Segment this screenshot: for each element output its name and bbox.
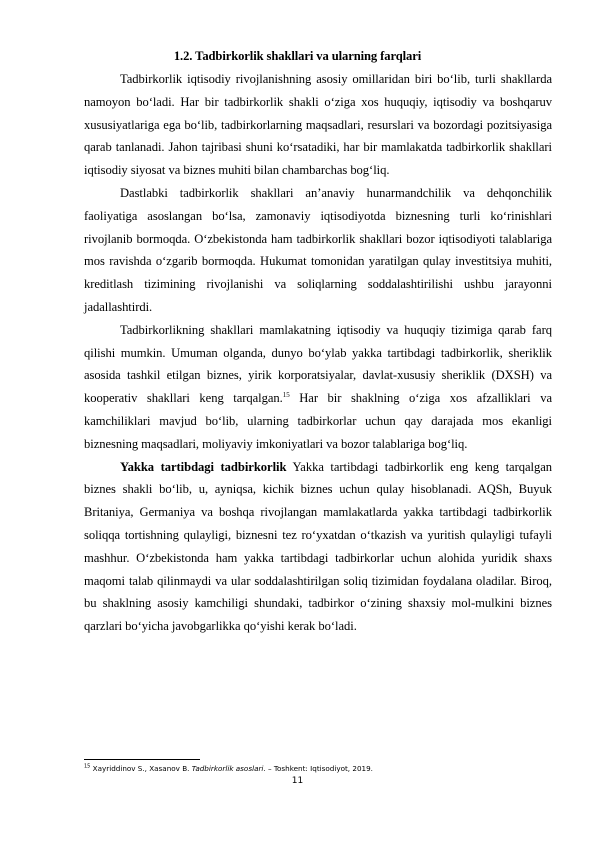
paragraph-intro: Tadbirkorlik iqtisodiy rivojlanishning asosiy omillaridan biri bo‘lib, turli shakllarda namoyon bo‘ladi. Har bir tadbirkorlik shakli o‘ziga xos huquqiy, iqtisodiy va boshqaruv xususiyatlariga ega bo‘lib, tadbirkorlarning maqsadlari, resurslari va bozordagi pozitsiyasiga qarab tanlanadi. Jahon tajribasi shuni ko‘rsatadiki, har bir mamlakatda tadbirkorlik shakllari iqtisodiy siyosat va biznes muhiti bilan chambarchas bog‘liq. <box>84 72 552 178</box>
paragraph-history: Dastlabki tadbirkorlik shakllari an’anaviy hunarmandchilik va dehqonchilik faoliyatiga asoslangan bo‘lsa, zamonaviy iqtisodiyotda biznesning turli ko‘rinishlari rivojlanib bormoqda. O‘zbekistonda ham tadbirkorlik shakllari bozor iqtisodiyoti talablariga mos ravishda o‘zgarib bormoqda. Hukumat tomonidan yaratilgan qulay investitsiya muhiti, kreditlash tizimining rivojlanishi va soliqlarning soddalashtirilishi ushbu jarayonni jadallashtirdi. <box>84 185 552 314</box>
paragraph-term-bold: Yakka tartibdagi tadbirkorlik <box>120 459 287 474</box>
footnote-reference[interactable]: 15 <box>282 390 290 399</box>
footnote-separator <box>84 759 200 760</box>
paragraph-sole-proprietorship-text: Yakka tartibdagi tadbirkorlik eng keng tarqalgan biznes shakli bo‘lib, u, ayniqsa, kichik biznes uchun qulay hisoblanadi. AQSh, Buyuk Britaniya, Germaniya va boshqa rivojlangan mamlakatlarda yakka tartibdagi tadbirkorlik soliqqa tortishning qulayligi, biznesni tez ro‘yxatdan o‘tkazish va yuritish qulayligi tufayli mashhur. O‘zbekistonda ham yakka tartibdagi tadbirkorlar uchun alohida yuridik shaxs maqomi talab qilinmaydi va ular soddalashtirilgan soliq tizimidan foydalana oladilar. Biroq, bu shaklning asosiy kamchiligi shundaki, tadbirkor o‘zining shaxsiy mol-mulkini biznes qarzlari bo‘yicha javobgarlikka qo‘yishi kerak bo‘ladi. <box>84 459 552 634</box>
footnote-number: 15 <box>84 763 91 770</box>
footnote-title: Tadbirkorlik asoslari <box>191 764 264 773</box>
body-text <box>84 68 552 638</box>
page-number: 11 <box>291 776 304 786</box>
footnote <box>84 764 554 774</box>
footnote-publication: . – Toshkent: Iqtisodiyot, 2019. <box>263 764 373 773</box>
paragraph-sole-proprietorship <box>84 456 552 638</box>
paragraph-forms-text-b: Har bir shaklning o‘ziga xos afzalliklari va kamchiliklari mavjud bo‘lib, ularning tadbirkorlar uchun qay darajada mos ekanligi biznesning maqsadlari, moliyaviy imkoniyatlari va bozor talablariga bog‘liq. <box>84 391 552 451</box>
paragraph-forms-text-a: Tadbirkorlikning shakllari mamlakatning iqtisodiy va huquqiy tizimiga qarab farq qilishi mumkin. Umuman olganda, dunyo bo‘ylab yakka tartibdagi tadbirkorlik, sheriklik asosida tashkil etilgan biznes, yirik korporatsiyalar, davlat-xususiy sheriklik (DXSH) va kooperativ shakllari keng tarqalgan. <box>84 322 552 406</box>
paragraph-forms <box>84 319 552 456</box>
section-heading: 1.2. Tadbirkorlik shakllari va ularning farqlari <box>173 49 422 63</box>
footnote-authors: Xayriddinov S., Xasanov B. <box>90 764 192 773</box>
